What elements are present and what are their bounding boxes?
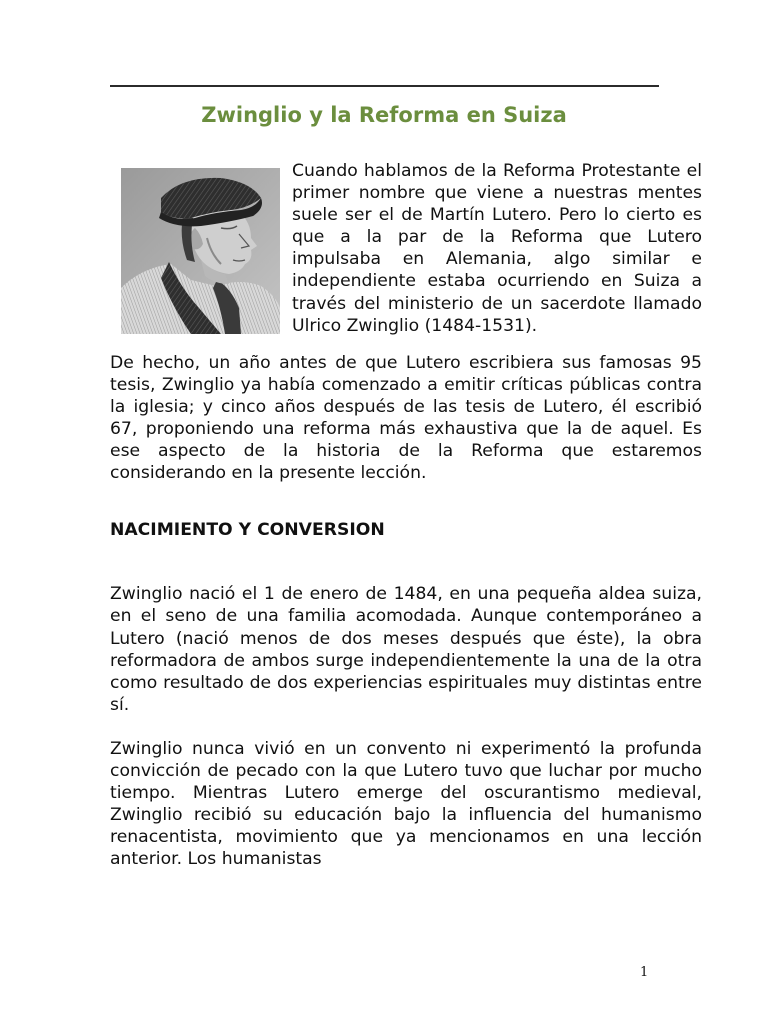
paragraph-intro: Cuando hablamos de la Reforma Protestante el primer nombre que viene a nuestras mentes suele ser el de Martín Lutero. Pero lo cierto es que a la par de la Reforma que Lutero impulsaba en Alemania, algo similar e independiente estaba ocurriendo en Suiza a través del ministerio de un sacerdote llamado Ulrico Zwinglio (1484-1531). bbox=[292, 161, 702, 336]
page-number: 1 bbox=[640, 965, 649, 980]
paragraph-tesis: De hecho, un año antes de que Lutero escribiera sus famosas 95 tesis, Zwinglio ya había comenzado a emitir críticas públicas contra la iglesia; y cinco años después de las tesis de Lutero, él escribió 67, proponiendo una reforma más exhaustiva que la de aquel. Es ese aspecto de la historia de la Reforma que estaremos considerando en la presente lección. bbox=[110, 352, 702, 484]
section-heading: NACIMIENTO Y CONVERSION bbox=[110, 520, 385, 541]
top-rule bbox=[110, 85, 659, 87]
paragraph-nacimiento: Zwinglio nació el 1 de enero de 1484, en una pequeña aldea suiza, en el seno de una familia acomodada. Aunque contemporáneo a Lutero (nació menos de dos meses después que éste), la obra reformadora de ambos surge independientemente la una de la otra como resultado de dos experiencias espirituales muy distintas entre sí. bbox=[110, 584, 702, 715]
document-body bbox=[110, 160, 702, 870]
page-title: Zwinglio y la Reforma en Suiza bbox=[201, 103, 567, 127]
portrait-image bbox=[121, 168, 280, 334]
paragraph-humanismo: Zwinglio nunca vivió en un convento ni experimentó la profunda convicción de pecado con la que Lutero tuvo que luchar por mucho tiempo. Mientras Lutero emerge del oscurantismo medieval, Zwinglio recibió su educación bajo la influencia del humanismo renacentista, movimiento que ya mencionamos en una lección anterior. Los humanistas bbox=[110, 738, 702, 870]
